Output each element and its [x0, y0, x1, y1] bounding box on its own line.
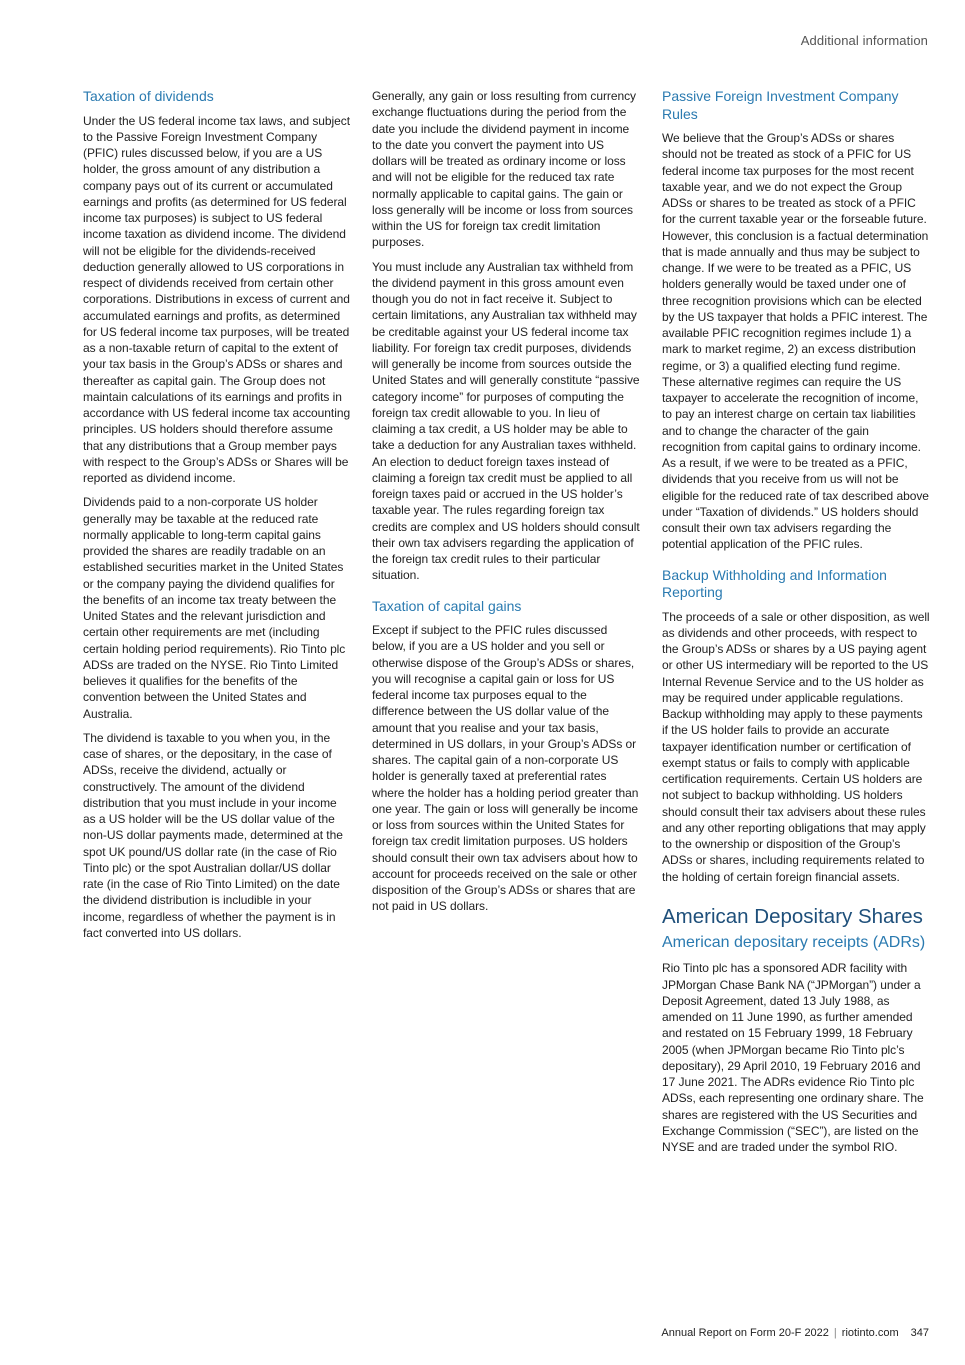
heading-taxation-of-capital-gains: Taxation of capital gains [372, 597, 522, 614]
page-footer [661, 1327, 929, 1339]
paragraph: The dividend is taxable to you when you, in the case of shares, or the depositary, in the case of ADSs, receive the dividend, actually or constructively. The amount of the dividend distribution that you must include in your income as a US holder will be the US dollar value of the non-US dollar payments made, determined at the spot UK pound/US dollar rate (in the case of Rio Tinto plc) or the spot Australian dollar/US dollar rate (in the case of Rio Tinto Limited) on the date the dividend distribution is includible in your income, regardless of whether the payment is in fact converted into US dollars. [83, 730, 343, 940]
paragraph: Rio Tinto plc has a sponsored ADR facility with JPMorgan Chase Bank NA (“JPMorgan”) under a Deposit Agreement, dated 13 July 1988, as amended on 11 June 1990, as further amended and restated on 15 February 1999, 18 February 2005 (when JPMorgan became Rio Tinto plc’s depositary), 29 April 2010, 19 February 2016 and 17 June 2021. The ADRs evidence Rio Tinto plc ADSs, each representing one ordinary share. The shares are registered with the US Securities and Exchange Commission (“SEC”), are listed on the NYSE and are traded under the symbol RIO. [662, 961, 924, 1154]
paragraph: Generally, any gain or loss resulting from currency exchange fluctuations during the period from the date you include the dividend payment in income to the date you convert the payment into US dollars will be treated as ordinary income or loss and will not be eligible for the reduced tax rate normally applicable to capital gains. The gain or loss generally will be income or loss from sources within the US for foreign tax credit limitation purposes. [372, 89, 637, 250]
paragraph: Except if subject to the PFIC rules discussed below, if you are a US holder and you sell or otherwise dispose of the Group’s ADSs or shares, you will recognise a capital gain or loss for US federal income tax purposes equal to the difference between the US dollar value of the amount that you realise and your tax basis, determined in US dollars, in your Group’s ADSs or shares. The capital gain of a non-corporate US holder is generally taxed at preferential rates where the holder has a holding period greater than one year. The gain or loss will generally be income or loss from sources within the United States for foreign tax credit limitation purposes. US holders should consult their own tax advisers about how to account for proceeds received on the sale or other disposition of the Group’s ADSs or shares that are not paid in US dollars. [372, 623, 639, 914]
heading-pfic-rules: Passive Foreign Investment Company Rules [662, 88, 899, 122]
heading-backup-withholding: Backup Withholding and Information Reporting [662, 566, 887, 600]
heading-taxation-of-dividends: Taxation of dividends [83, 88, 214, 104]
footer-separator: | [833, 1327, 837, 1339]
column-1 [83, 88, 351, 949]
paragraph: Dividends paid to a non-corporate US holder generally may be taxable at the reduced rate normally applicable to long-term capital gains provided the shares are readily tradable on an established securities market in the United States or the company paying the dividend qualifies for the benefits of an income tax treaty between the United States and the relevant jurisdiction and certain other requirements are met (including certain holding period requirements). Rio Tinto plc ADSs are traded on the NYSE. Rio Tinto Limited believes it qualifies for the benefits of the convention between the United States and Australia. [83, 495, 346, 721]
paragraph: You must include any Australian tax withheld from the dividend payment in this gross amount even though you do not in fact receive it. Subject to certain limitations, any Australian tax withheld may be creditable against your US federal income tax liability. For foreign tax credit purposes, dividends will generally be income from sources outside the United States and will generally constitute “passive category income” for purposes of computing the foreign tax credit allowable to you. In lieu of claiming a tax credit, a US holder may be able to take a deduction for any Australian taxes withheld. An election to deduct foreign taxes instead of claiming a foreign tax credit must be applied to all foreign taxes paid or accrued in the US holder’s taxable year. The rules regarding foreign tax credits are complex and US holders should consult their own tax advisers regarding the application of the foreign tax credit rules to their particular situation. [372, 259, 640, 583]
paragraph: Under the US federal income tax laws, and subject to the Passive Foreign Investment Company (PFIC) rules discussed below, if you are a US holder, the gross amount of any distribution a company pays out of its current or accumulated earnings and profits (as determined for US federal income tax purposes) is subject to US federal income taxation as dividend income. The dividend will not be eligible for the dividends-received deduction generally allowed to US corporations in respect of dividends received from certain other corporations. Distributions in excess of current and accumulated earnings and profits, as determined for US federal income tax purposes, will be treated as a non-taxable return of capital to the extent of your tax basis in the Group’s ADSs or shares and thereafter as capital gain. The Group does not maintain calculations of its earnings and profits in accordance with US federal income tax accounting principles. US holders should therefore assume that any distributions that a Group member pays with respect to the Group’s ADSs or Shares will be reported as dividend income. [83, 113, 351, 485]
page-number: 347 [910, 1327, 929, 1339]
section-title: Additional information [800, 33, 928, 48]
website-link[interactable]: riotinto.com [841, 1327, 899, 1339]
paragraph: We believe that the Group’s ADSs or shares should not be treated as stock of a PFIC for US federal income tax purposes for the most recent taxable year, and we do not expect the Group ADSs or shares to be treated as stock of a PFIC for the current taxable year or the forseable future. However, this conclusion is a factual determination that is made annually and thus may be subject to change. If we were to be treated as a PFIC, US holders generally would be taxed under one of three recognition provisions which can be elected by the US taxpayer that holds a PFIC interest. The available PFIC recognition regimes include 1) a mark to market regime, 2) an excess distribution regime, or 3) a qualified electing fund regime. These alternative regimes can require the US taxpayer to accelerate the recognition of income, to pay an interest charge on certain tax liabilities and to change the character of the gain recognition from capital gains to ordinary income. As a result, if we were to be treated as a PFIC, dividends that you receive from us will not be eligible for the reduced rate of tax described above under “Taxation of dividends.” US holders should consult their own tax advisers regarding the potential application of the PFIC rules. [662, 131, 929, 552]
heading-american-depositary-shares: American Depositary Shares [662, 904, 923, 928]
column-3 [662, 88, 930, 1163]
paragraph: The proceeds of a sale or other disposition, as well as dividends and other proceeds, with respect to the Group’s ADSs or shares by a US paying agent or other US intermediary will be reported to the US Internal Revenue Service and to the US holder as may be required under applicable regulations. Backup withholding may apply to these payments if the US holder fails to provide an accurate taxpayer identification number or certification of exempt status or fails to comply with applicable certification requirements. Certain US holders are not subject to backup withholding. US holders should consult their tax advisers about these rules and any other reporting obligations that may apply to the ownership or disposition of the Group’s ADSs or shares, including requirements related to the holding of certain foreign financial assets. [662, 609, 930, 884]
report-title: Annual Report on Form 20-F 2022 [661, 1327, 829, 1339]
heading-adrs: American depositary receipts (ADRs) [662, 933, 926, 951]
column-2 [372, 88, 640, 923]
